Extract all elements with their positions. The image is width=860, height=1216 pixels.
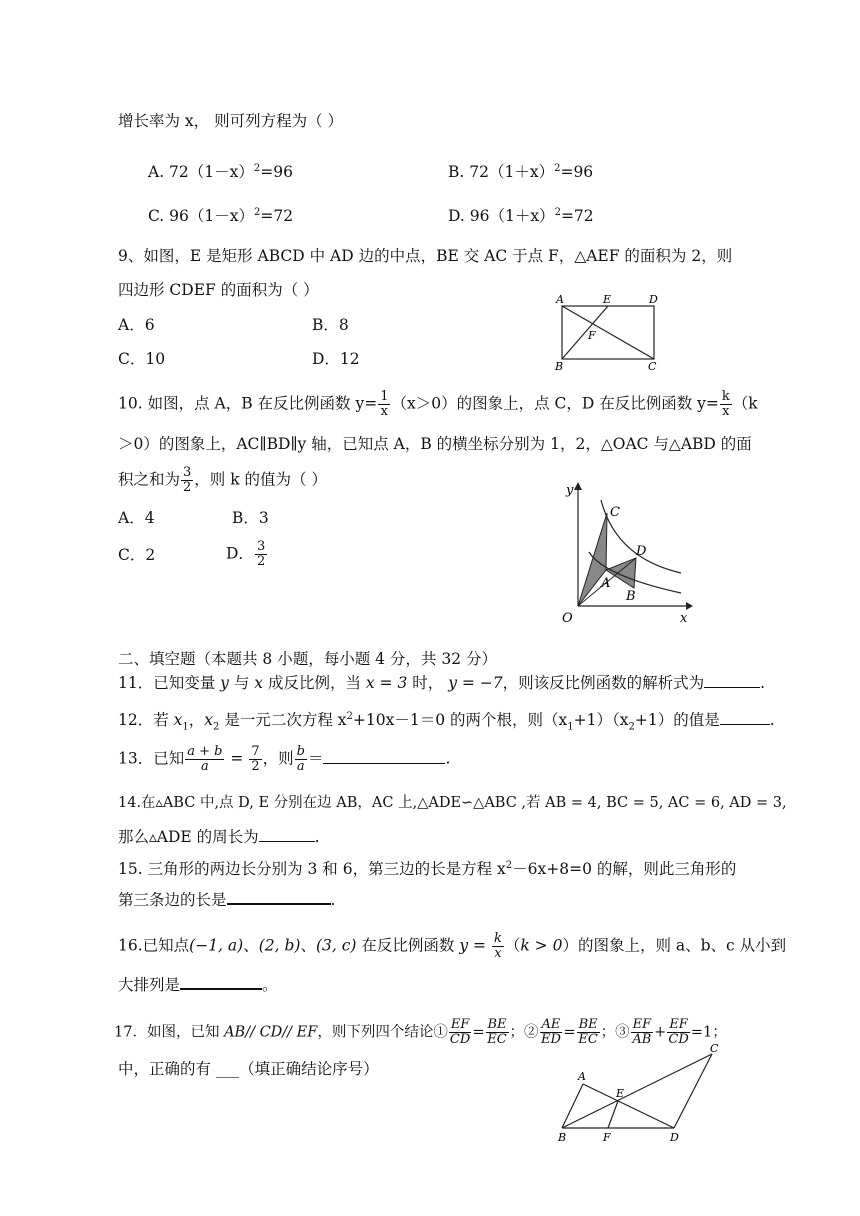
q12-answer-blank[interactable] <box>720 710 770 725</box>
q12: 12．若 $x_1$，$x_2$ 是一元二次方程 $x^2+10x-1=0$ 的两个根，则$(x_1+1)(x_2+1)$的值是 . <box>118 711 775 733</box>
q17-parallel-figure <box>552 1040 732 1146</box>
q17-label-f: F <box>603 1131 611 1144</box>
q9-option-c[interactable]: C．10 <box>118 350 166 368</box>
q10-label-y: y <box>566 483 574 498</box>
q11-answer-blank[interactable] <box>704 673 760 688</box>
q10-option-a[interactable]: A．4 <box>118 509 155 527</box>
q9-line2: 四边形 CDEF 的面积为（ ） <box>118 281 319 299</box>
q8-stem-tail: 增长率为 x， 则可列方程为（ ） <box>118 112 344 130</box>
q17-label-c: C <box>710 1042 719 1055</box>
q10-line1: 10. 如图，点 A，B 在反比例函数 y= $\frac{1}{x}$ （x＞0）的图象上，点 C，D 在反比例函数 y= $\frac{k}{x}$ （k <box>118 389 758 419</box>
q9-option-d[interactable]: D．12 <box>312 350 360 368</box>
q17-label-d: D <box>670 1131 679 1144</box>
q16-line2: 大排列是 。 <box>118 976 278 994</box>
q8-option-d[interactable]: D. $96(1+x)^2=72$ <box>448 207 594 226</box>
section2-title: 二、填空题（本题共 8 小题，每小题 4 分，共 32 分） <box>118 650 498 668</box>
q10-line2: ＞0）的图象上，AC∥BD∥y 轴，已知点 A，B 的横坐标分别为 1，2，△OAC 与△ABD 的面 <box>118 435 752 453</box>
q10-label-o: O <box>562 611 573 626</box>
q9-rectangle-figure <box>550 292 670 374</box>
q9-label-f: F <box>588 329 596 342</box>
q10-label-a: A <box>601 576 611 591</box>
q10-line3: 积之和为 $\frac{3}{2}$ ，则 k 的值为（ ） <box>118 465 327 495</box>
q10-option-d[interactable]: D． $\frac{3}{2}$ <box>226 539 266 569</box>
q10-option-c[interactable]: C．2 <box>118 546 156 564</box>
q13-answer-blank[interactable] <box>323 749 445 764</box>
q9-label-e: E <box>603 293 612 306</box>
q8-option-a[interactable]: A. $72(1-x)^2=96$ <box>148 163 293 182</box>
q17-label-e: E <box>616 1087 625 1100</box>
q9-option-b[interactable]: B．8 <box>312 316 349 334</box>
q9-label-a: A <box>556 293 564 306</box>
q14-line2: 那么▵ADE 的周长为 . <box>118 828 320 846</box>
q17-line1: 17．如图，已知 AB// CD// EF，则下列四个结论① $\frac{EF}{CD}$ = $\frac{BE}{EC}$ ；② $\frac{AE}{ED}$ = $\frac{BE}{EC}$ ；③ $\frac{EF}{AB}$ + $\frac{EF}{CD}$ =1； <box>114 1017 727 1047</box>
q17-line2: 中，正确的有 ___（填正确结论序号） <box>118 1060 379 1078</box>
q10-option-b[interactable]: B．3 <box>232 509 269 527</box>
q9-label-d: D <box>649 293 658 306</box>
q10-label-x: x <box>680 611 688 626</box>
q10-label-d: D <box>636 544 647 559</box>
q10-graph-figure <box>556 478 696 630</box>
q8-option-c[interactable]: C. $96(1-x)^2=72$ <box>148 207 294 226</box>
q11: 11．已知变量 y 与 x 成反比例，当 x = 3 时， y = −7，则该反比例函数的解析式为 . <box>118 674 766 692</box>
q14-line1: 14.在▵ABC 中,点 D, E 分别在边 AB，AC 上,△ADE∽△ABC ,若 AB = 4, BC = 5, AC = 6, AD = 3, <box>118 795 787 811</box>
q16-answer-blank[interactable] <box>180 974 262 990</box>
q10-label-c: C <box>610 505 620 520</box>
q13: 13．已知 $\frac{a + b}{a}$ = $\frac{7}{2}$ ，则 $\frac{b}{a}$ ＝ . <box>118 744 451 774</box>
q17-label-b: B <box>558 1131 567 1144</box>
q15-line1: 15. 三角形的两边长分别为 3 和 6，第三边的长是方程 $x^2-6x+8=0$ 的解，则此三角形的 <box>118 860 737 879</box>
q9-line1: 9、如图，E 是矩形 ABCD 中 AD 边的中点，BE 交 AC 于点 F，△AEF 的面积为 2，则 <box>118 247 733 265</box>
q17-label-a: A <box>578 1070 586 1083</box>
q15-line2: 第三条边的长是 . <box>118 891 336 909</box>
q10-label-b: B <box>626 589 636 604</box>
q15-answer-blank[interactable] <box>227 889 331 905</box>
q16-line1: 16.已知点(−1, a)、(2, b)、(3, c) 在反比例函数 y = $\frac{k}{x}$ （k > 0）的图象上，则 a、b、c 从小到 <box>118 931 787 961</box>
q8-option-b[interactable]: B. $72(1+x)^2=96$ <box>448 163 594 182</box>
q14-answer-blank[interactable] <box>259 827 315 842</box>
q9-option-a[interactable]: A．6 <box>118 316 155 334</box>
q9-label-c: C <box>648 360 657 373</box>
q9-label-b: B <box>555 360 564 373</box>
